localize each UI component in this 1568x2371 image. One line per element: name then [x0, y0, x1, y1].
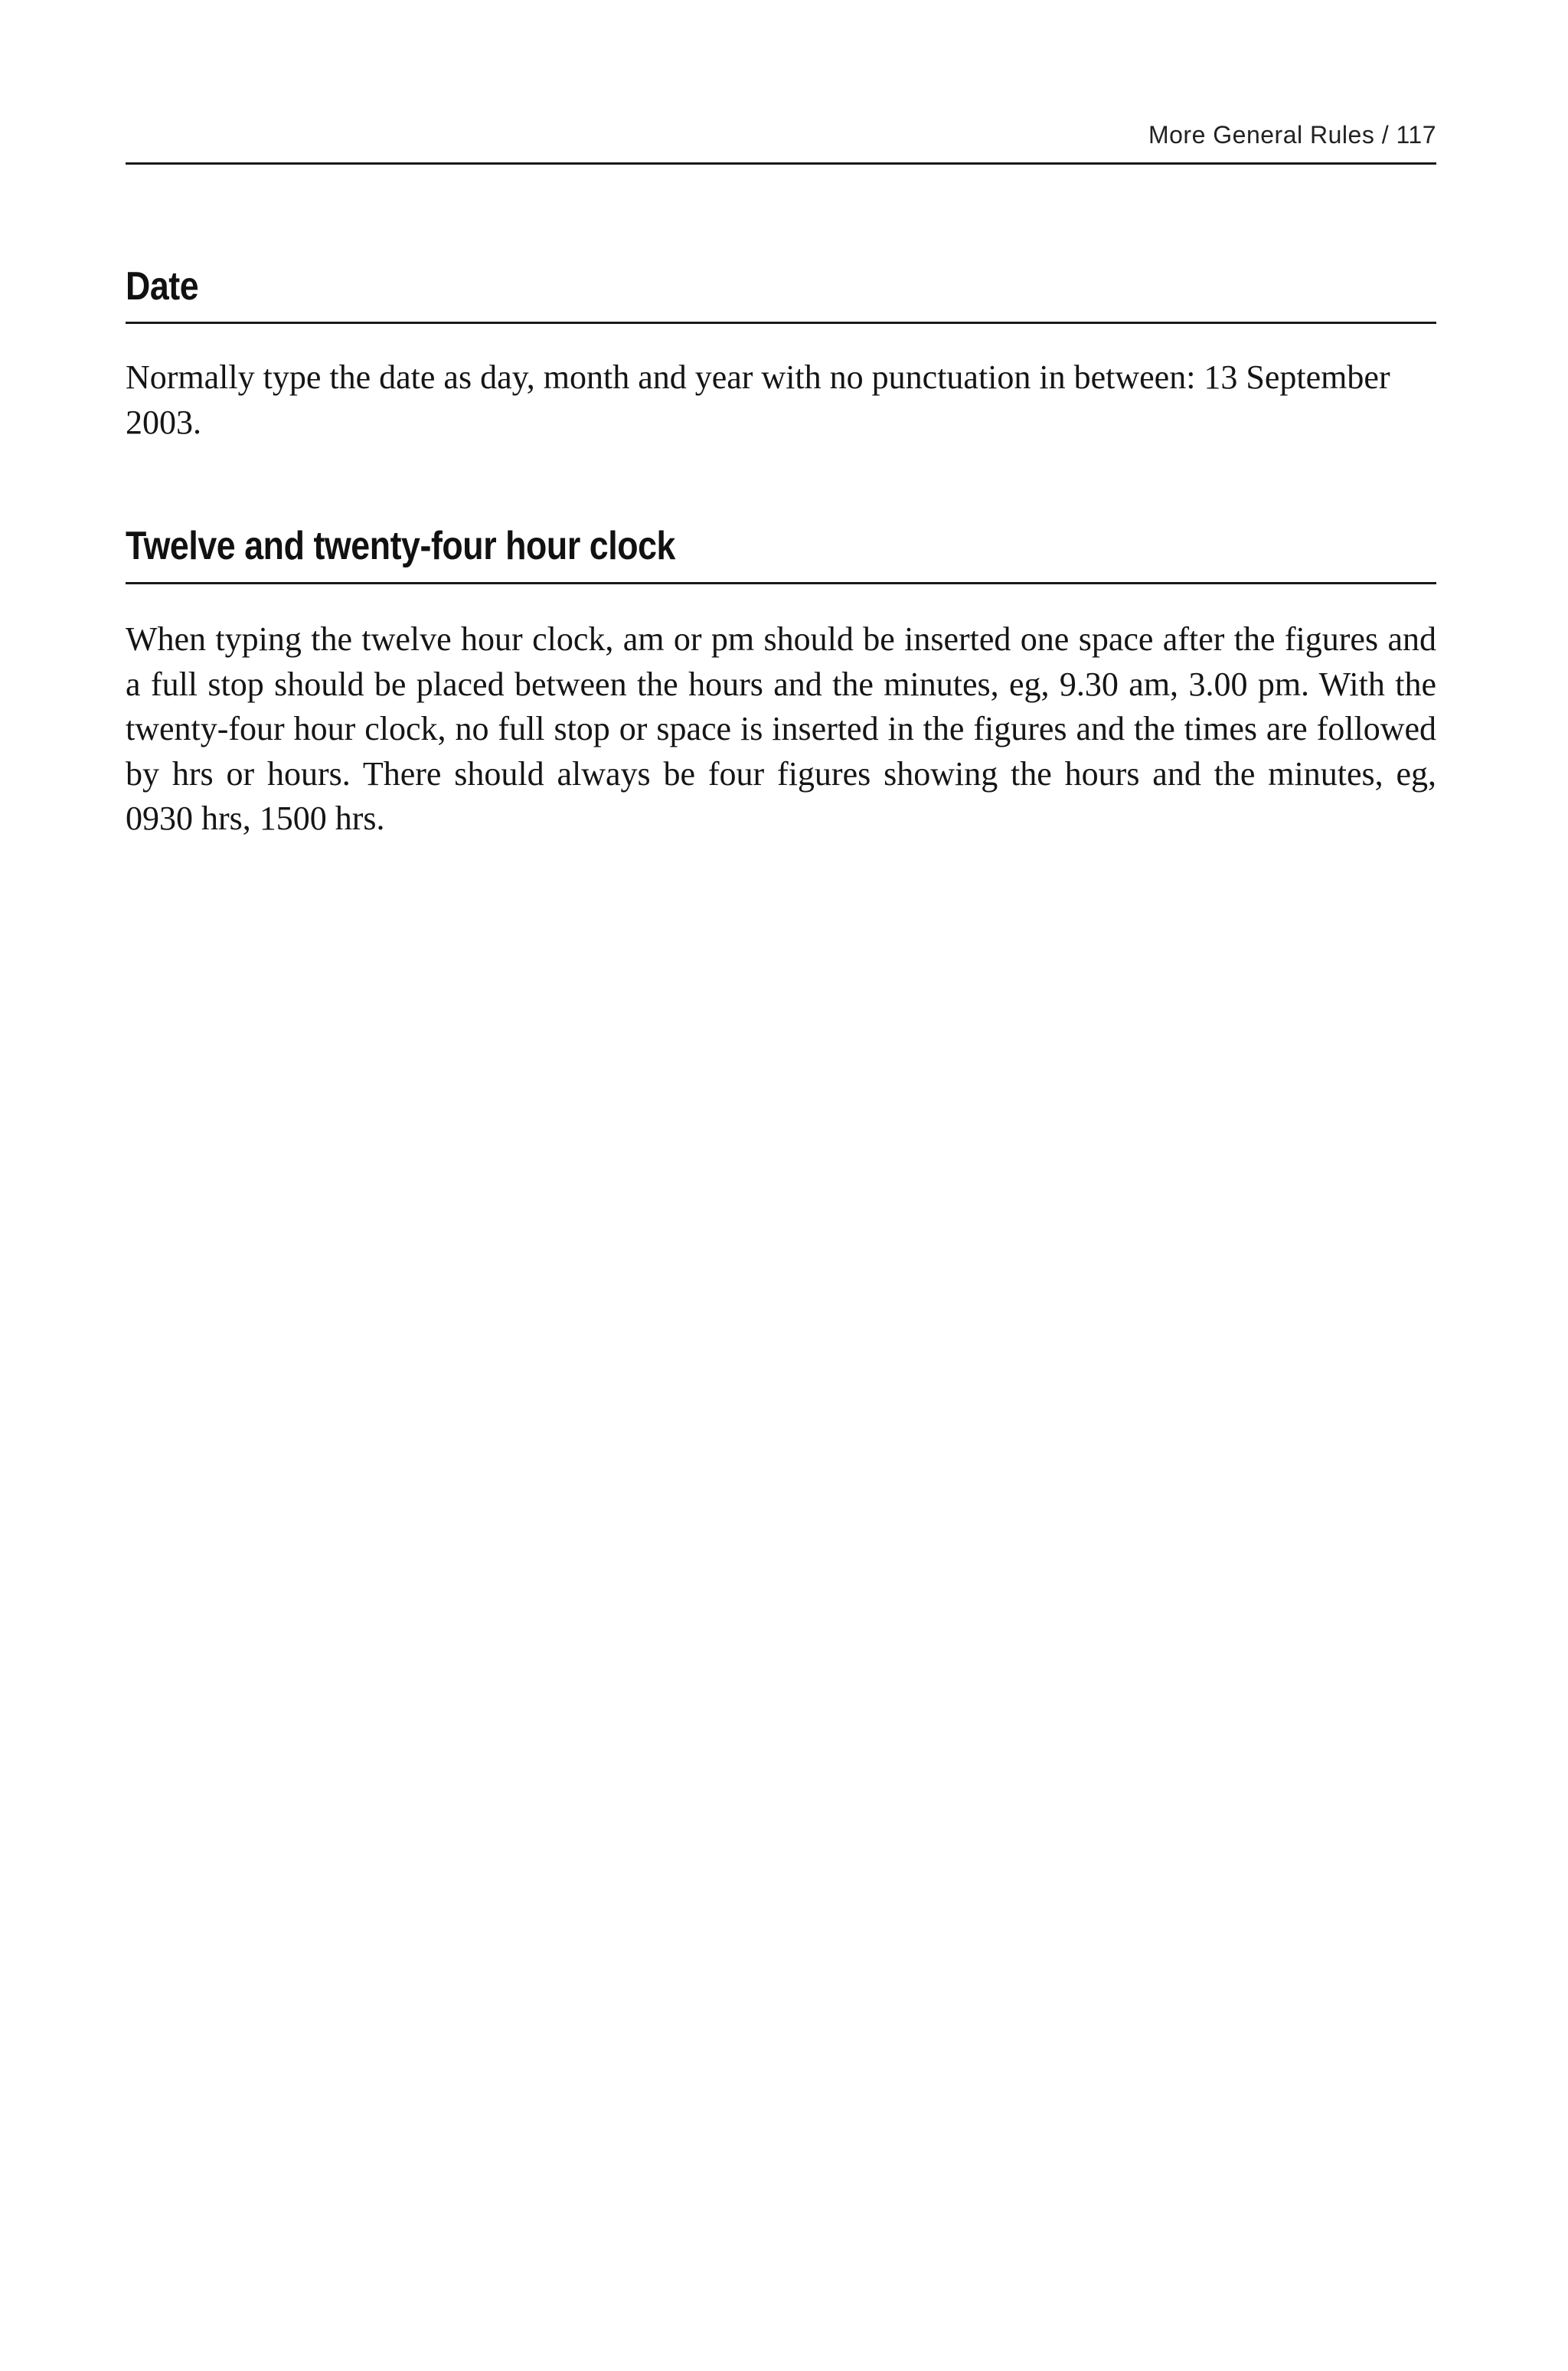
section-heading-date: Date	[126, 264, 199, 309]
paragraph-date: Normally type the date as day, month and year with no punctuation in between: 13 September 2003.	[126, 358, 1390, 441]
section-rule-date	[126, 322, 1436, 324]
running-head: More General Rules / 117	[1148, 121, 1436, 149]
section-heading-clock: Twelve and twenty-four hour clock	[126, 524, 675, 568]
paragraph-clock: When typing the twelve hour clock, am or pm should be inserted one space after the figures and a full stop should be placed between the hours and the minutes, eg, 9.30 am, 3.00 pm. With the twenty-four hour clock, no full stop or space is inserted in the figures and the times are followed by hrs or hours. There should always be four figures showing the hours and the minutes, eg, 0930 hrs, 1500 hrs.	[126, 620, 1436, 837]
header-rule	[126, 162, 1436, 165]
section-rule-clock	[126, 582, 1436, 584]
